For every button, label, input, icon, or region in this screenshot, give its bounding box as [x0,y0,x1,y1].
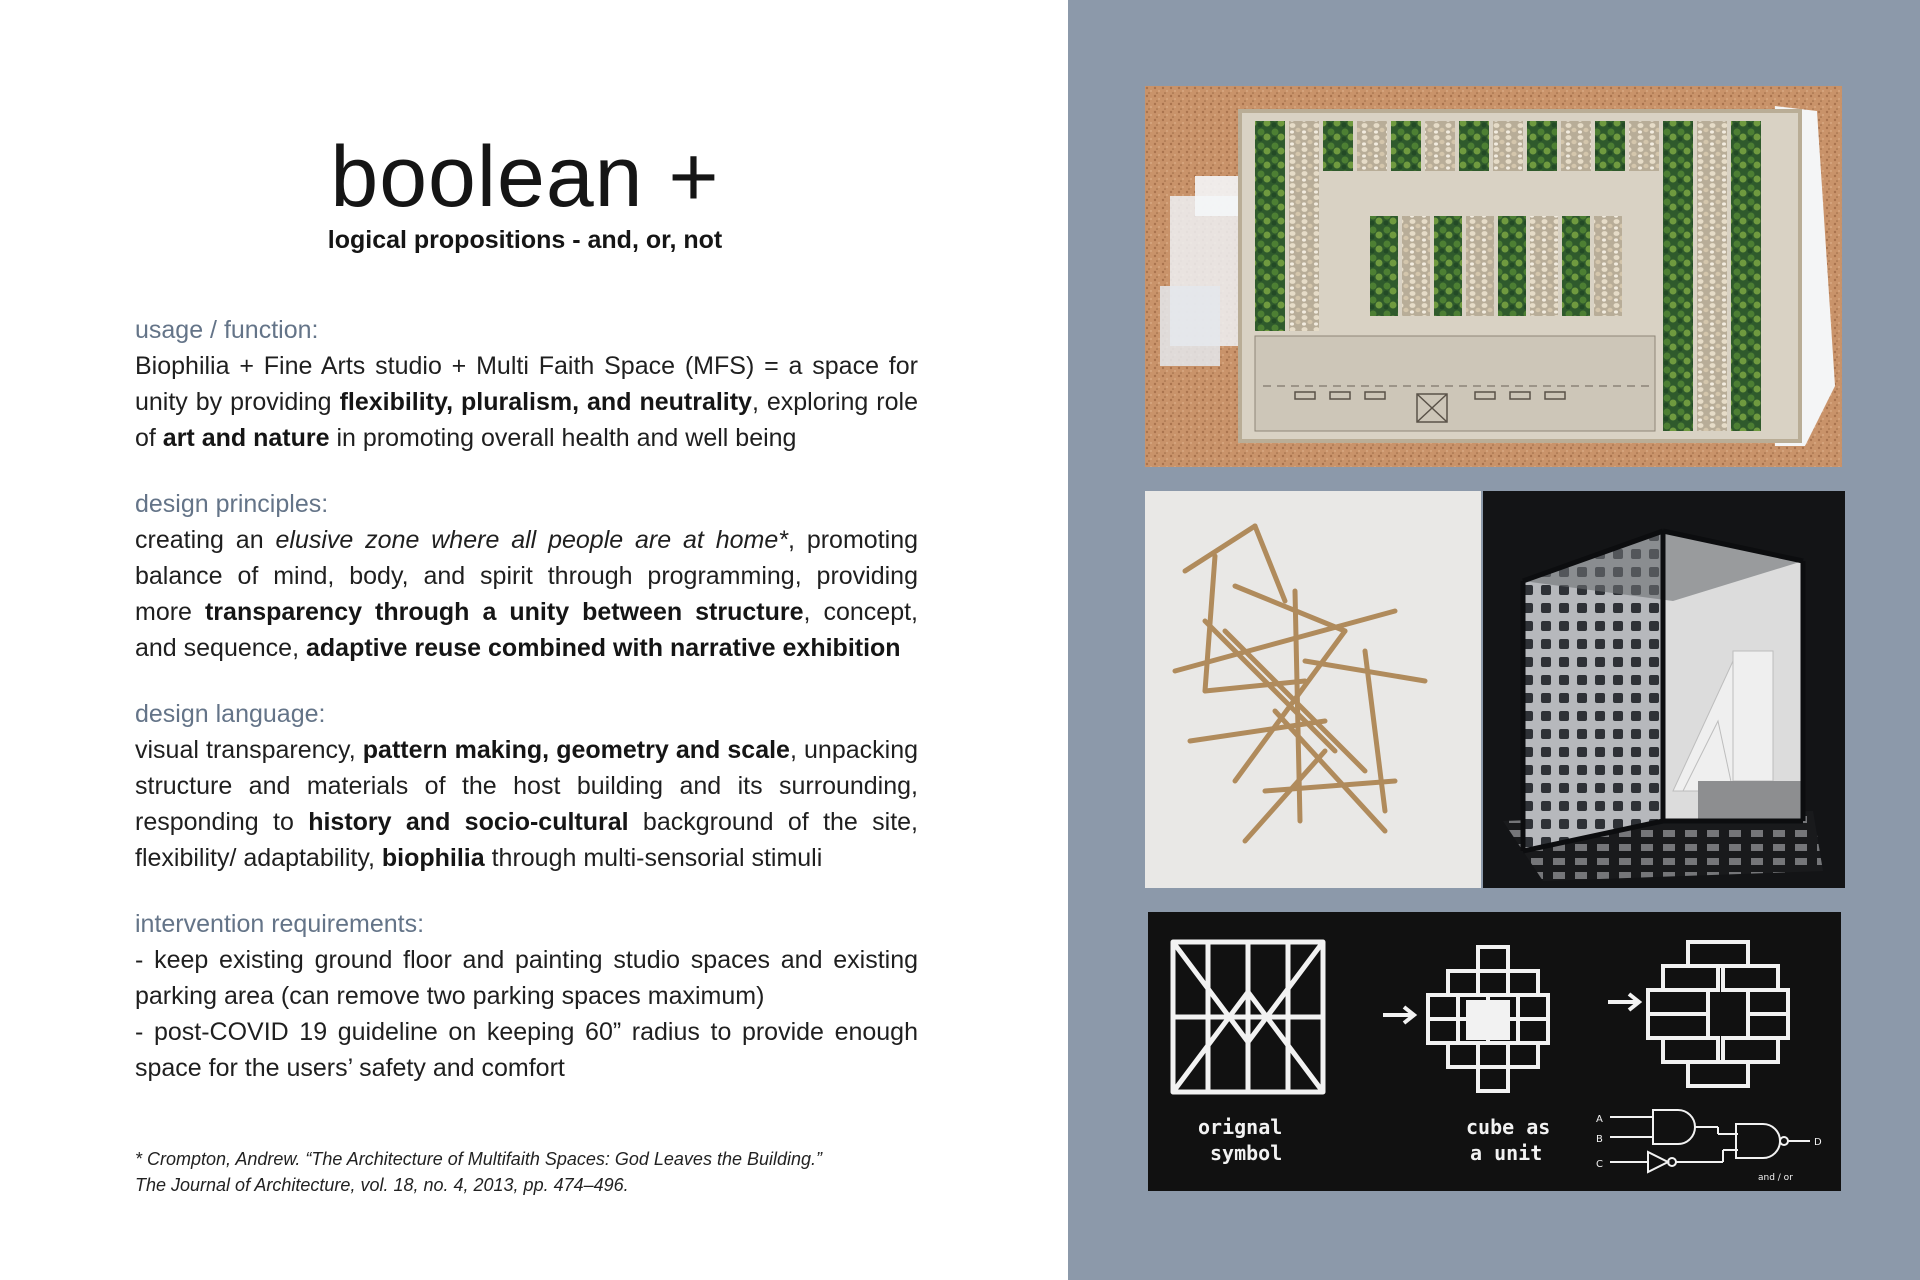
section-language [135,696,918,876]
page-title: boolean + [330,129,720,225]
perforated-cube-photo [1483,491,1845,888]
language-heading: design language: [135,700,326,728]
label-original: orignal [1198,1115,1283,1139]
label-a-unit: a unit [1470,1141,1543,1165]
usage-heading: usage / function: [135,316,319,344]
model-top-view-graphic [1145,86,1842,467]
footnote-line-2: The Journal of Architecture, vol. 18, no. 4, 2013, pp. 474–496. [135,1175,629,1195]
principles-body: creating an elusive zone where all people are at home*, promoting balance of mind, body, and spirit through programming, providing more transparency through a unity between structure, concept, and sequence, adaptive reuse combined with narrative exhibition [135,526,919,662]
symbol-diagram-graphic [1148,912,1841,1191]
page-subtitle: logical propositions - and, or, not [327,226,723,254]
requirement-item-2: - post-COVID 19 guideline on keeping 60” radius to provide enough space for the users’ safety and comfort [135,1018,918,1082]
principles-heading: design principles: [135,490,329,518]
stick-sculpture-graphic [1145,491,1481,888]
requirements-heading: intervention requirements: [135,910,425,938]
model-top-view-photo [1145,86,1842,467]
label-symbol: symbol [1210,1141,1283,1165]
logic-label-c: C [1596,1159,1603,1170]
label-cube-as: cube as [1466,1115,1551,1139]
section-principles [135,486,918,666]
language-body: visual transparency, pattern making, geometry and scale, unpacking structure and materials of the host building and its surrounding, responding to history and socio-cultural background of the site, flexibility/ adaptability, biophilia through multi-sensorial stimuli [135,736,919,872]
usage-body: Biophilia + Fine Arts studio + Multi Faith Space (MFS) = a space for unity by providing flexibility, pluralism, and neutrality, exploring role of art and nature in promoting overall health and well being [135,352,918,452]
symbol-diagram [1148,912,1841,1191]
logic-label-b: B [1596,1134,1603,1145]
footnote-line-1: * Crompton, Andrew. “The Architecture of Multifaith Spaces: God Leaves the Building.” [135,1149,823,1169]
stick-sculpture-photo [1145,491,1481,888]
logic-label-ops: and / or [1758,1173,1793,1183]
requirement-item-1: - keep existing ground floor and painting studio spaces and existing parking area (can remove two parking spaces maximum) [135,946,918,1010]
section-requirements [135,906,918,1086]
section-usage [135,312,918,456]
logic-label-d: D [1814,1137,1822,1148]
logic-label-a: A [1596,1114,1603,1125]
footnote [135,1146,955,1198]
perforated-cube-graphic [1483,491,1845,888]
